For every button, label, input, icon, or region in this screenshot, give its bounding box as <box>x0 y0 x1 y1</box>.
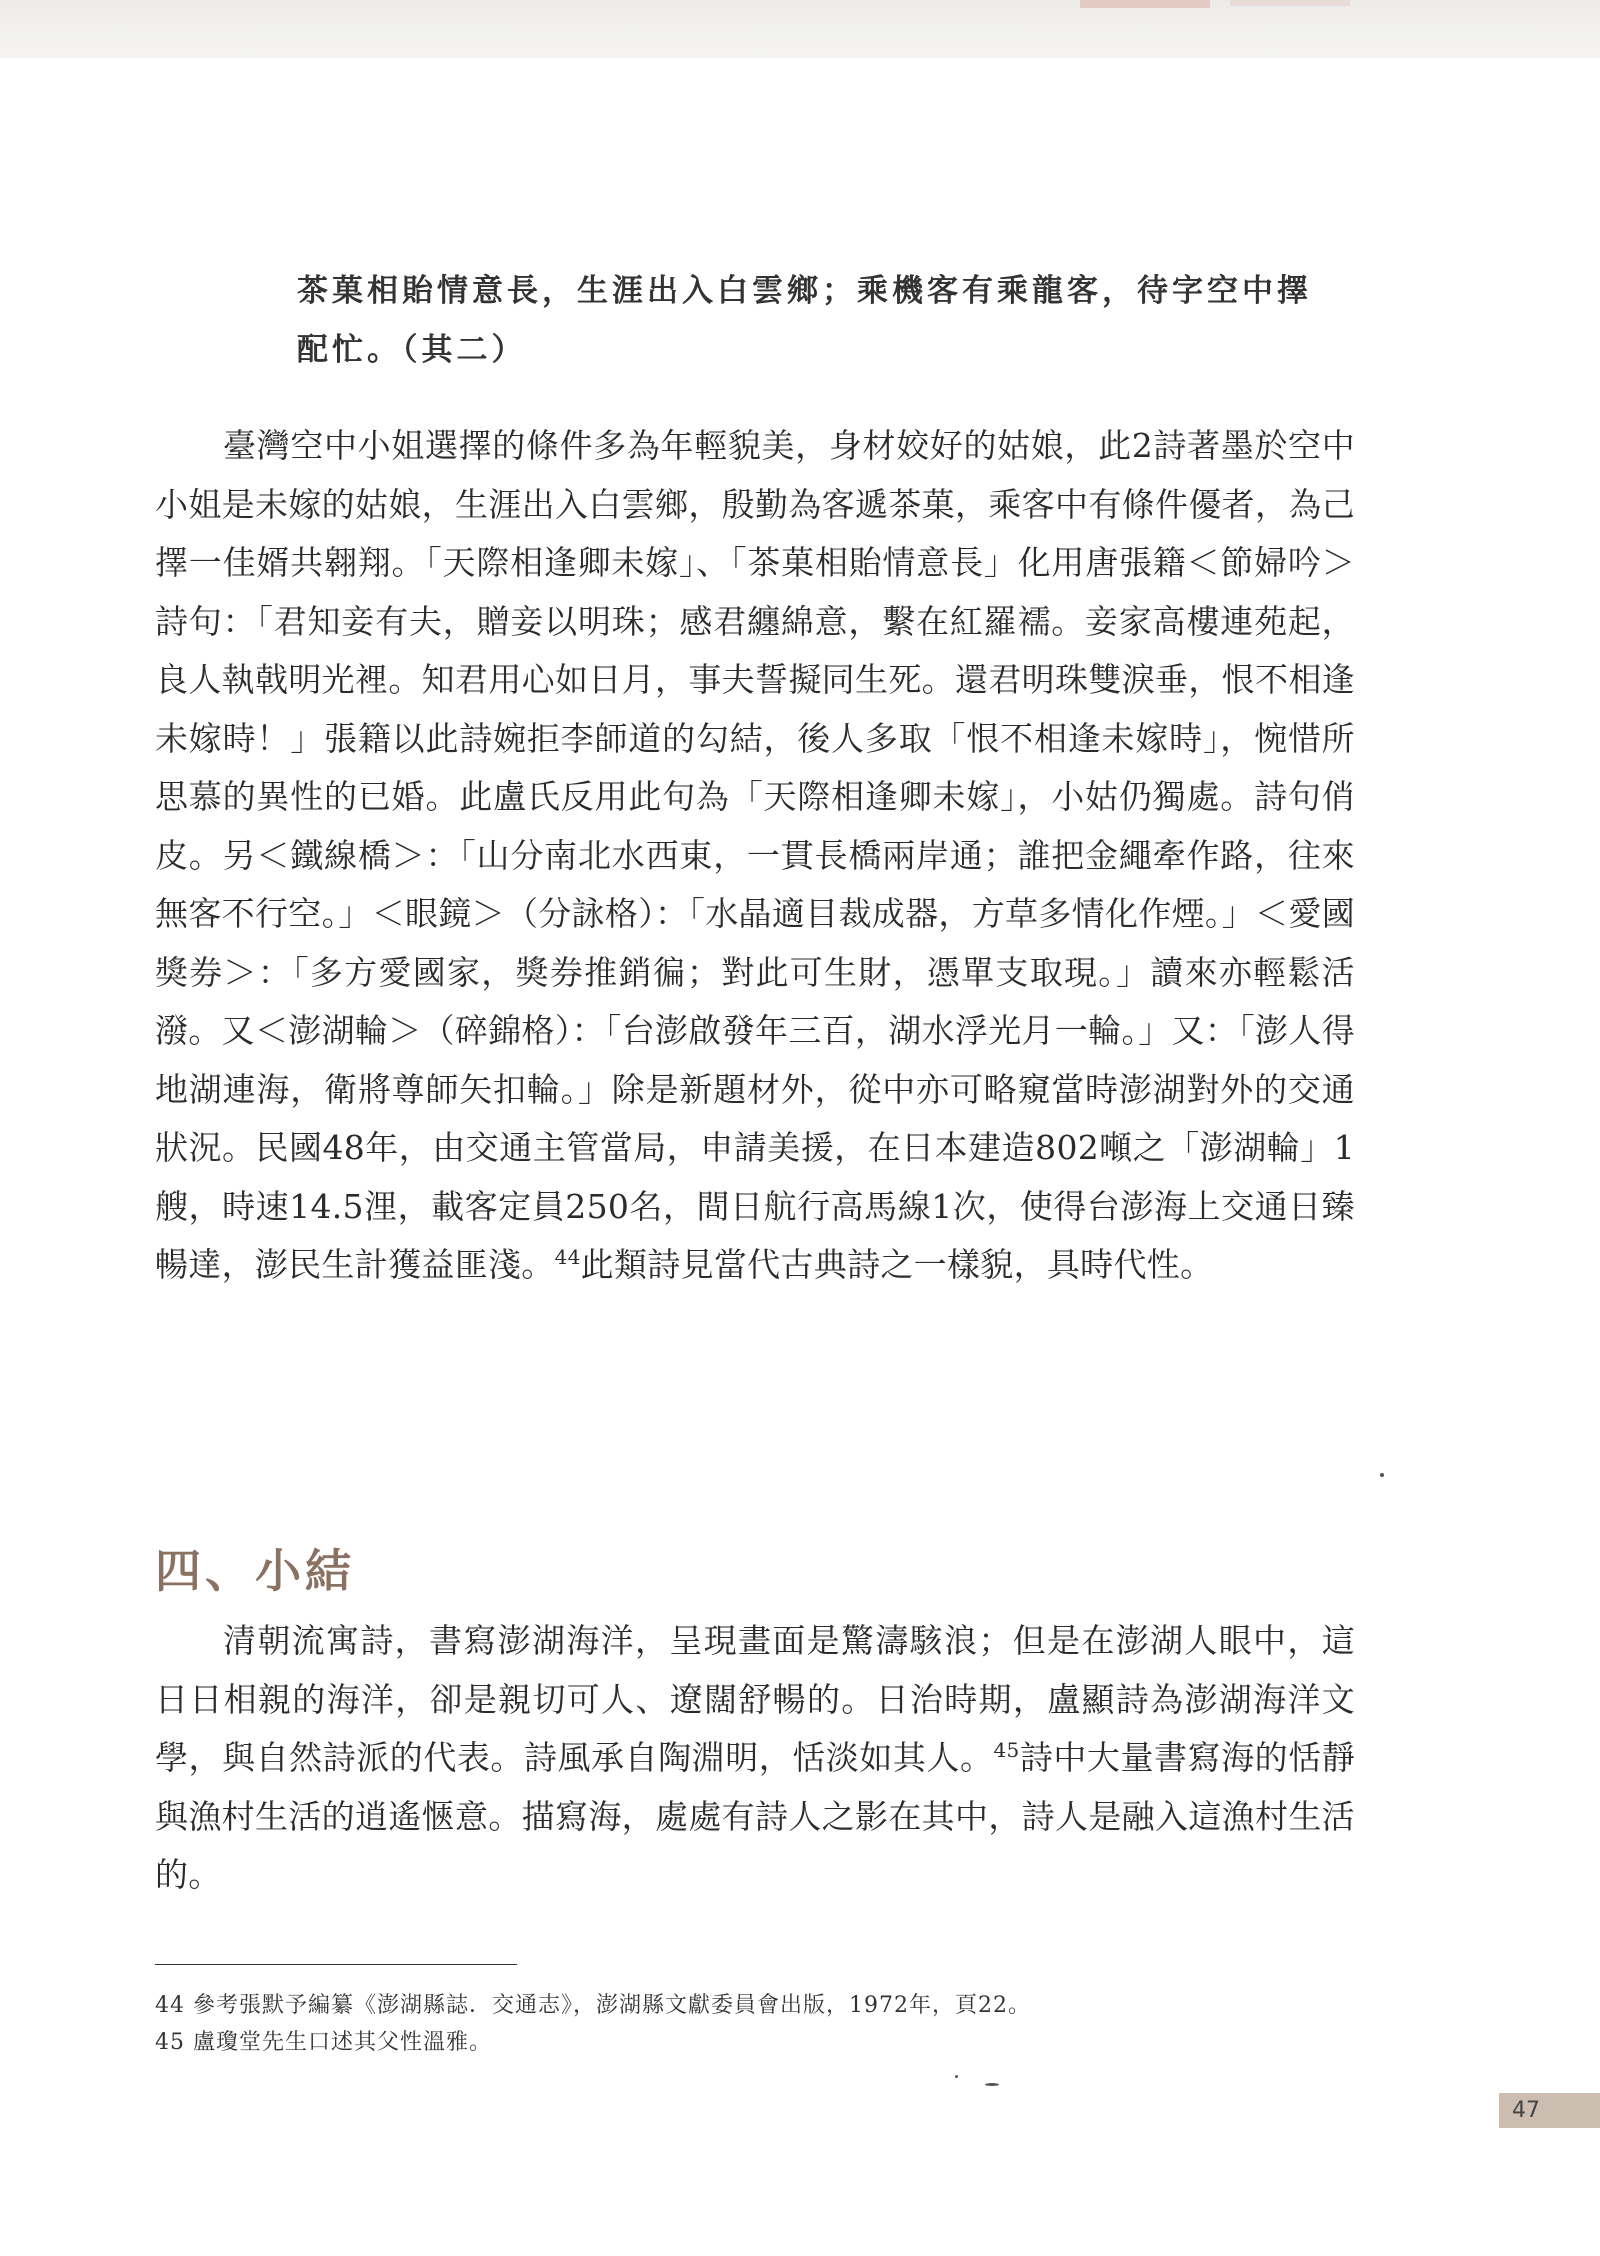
footnote-ref: 44 <box>554 1245 581 1269</box>
page-top-band <box>0 0 1600 58</box>
poem-block <box>297 262 1357 380</box>
section-heading: 四、小結 <box>155 1544 355 1598</box>
paragraph-text: 清朝流寓詩，書寫澎湖海洋，呈現畫面是驚濤駭浪；但是在澎湖人眼中，這日日相親的海洋，卻是親切可人、遼闊舒暢的。日治時期，盧顯詩為澎湖海洋文學，與自然詩派的代表。詩風承自陶淵明，恬淡如其人。 <box>155 1621 1355 1777</box>
body-paragraph <box>155 1612 1355 1905</box>
scan-speck <box>1380 1473 1384 1477</box>
scan-speck <box>985 2083 999 2086</box>
poem-line: 茶菓相貽情意長，生涯出入白雲鄉；乘機客有乘龍客，待字空中擇 <box>297 273 1312 309</box>
footnote: 44 參考張默予編纂《澎湖縣誌．交通志》，澎湖縣文獻委員會出版，1972年，頁22。 <box>155 1993 1031 2018</box>
body-paragraph <box>155 417 1355 1295</box>
footnotes <box>155 1987 1355 2061</box>
paragraph-text: 此類詩見當代古典詩之一樣貌，具時代性。 <box>580 1245 1214 1284</box>
footnote: 45 盧瓊堂先生口述其父性溫雅。 <box>155 2030 492 2055</box>
footnote-ref: 45 <box>993 1738 1020 1762</box>
paragraph-text: 臺灣空中小姐選擇的條件多為年輕貌美，身材姣好的姑娘，此2詩著墨於空中小姐是未嫁的姑娘，生涯出入白雲鄉，殷勤為客遞茶菓，乘客中有條件優者，為己擇一佳婿共翱翔。「天際相逢卿未嫁」、「茶菓相貽情意長」化用唐張籍＜節婦吟＞詩句：「君知妾有夫，贈妾以明珠；感君纏綿意，繫在紅羅襦。妾家高樓連苑起，良人執戟明光裡。知君用心如日月，事夫誓擬同生死。還君明珠雙淚垂，恨不相逢未嫁時！」張籍以此詩婉拒李師道的勾結，後人多取「恨不相逢未嫁時」，惋惜所思慕的異性的已婚。此盧氏反用此句為「天際相逢卿未嫁」，小姑仍獨處。詩句俏皮。另＜鐵線橋＞：「山分南北水西東，一貫長橋兩岸通；誰把金繩牽作路，往來無客不行空。」＜眼鏡＞（分詠格）：「水晶適目裁成器，方草多情化作煙。」＜愛國獎券＞：「多方愛國家，獎券推銷徧；對此可生財，憑單支取現。」讀來亦輕鬆活潑。又＜澎湖輪＞（碎錦格）：「台澎啟發年三百，湖水浮光月一輪。」又：「澎人得地湖連海，衛將尊師矢扣輪。」除是新題材外，從中亦可略窺當時澎湖對外的交通狀況。民國48年，由交通主管當局，申請美援，在日本建造802噸之「澎湖輪」1艘，時速14.5浬，載客定員250名，間日航行高馬線1次，使得台澎海上交通日臻暢達，澎民生計獲益匪淺。 <box>155 426 1355 1284</box>
poem-line: 配忙。（其二） <box>297 332 527 368</box>
page-number: 47 <box>1499 2093 1600 2128</box>
footnote-divider <box>155 1964 517 1965</box>
scan-speck <box>955 2075 958 2078</box>
top-edge-mark <box>1230 0 1350 6</box>
top-edge-mark <box>1080 0 1210 8</box>
paragraph-text: 詩中大量書寫海的恬靜與漁村生活的逍遙愜意。描寫海，處處有詩人之影在其中，詩人是融入這漁村生活的。 <box>155 1738 1356 1894</box>
